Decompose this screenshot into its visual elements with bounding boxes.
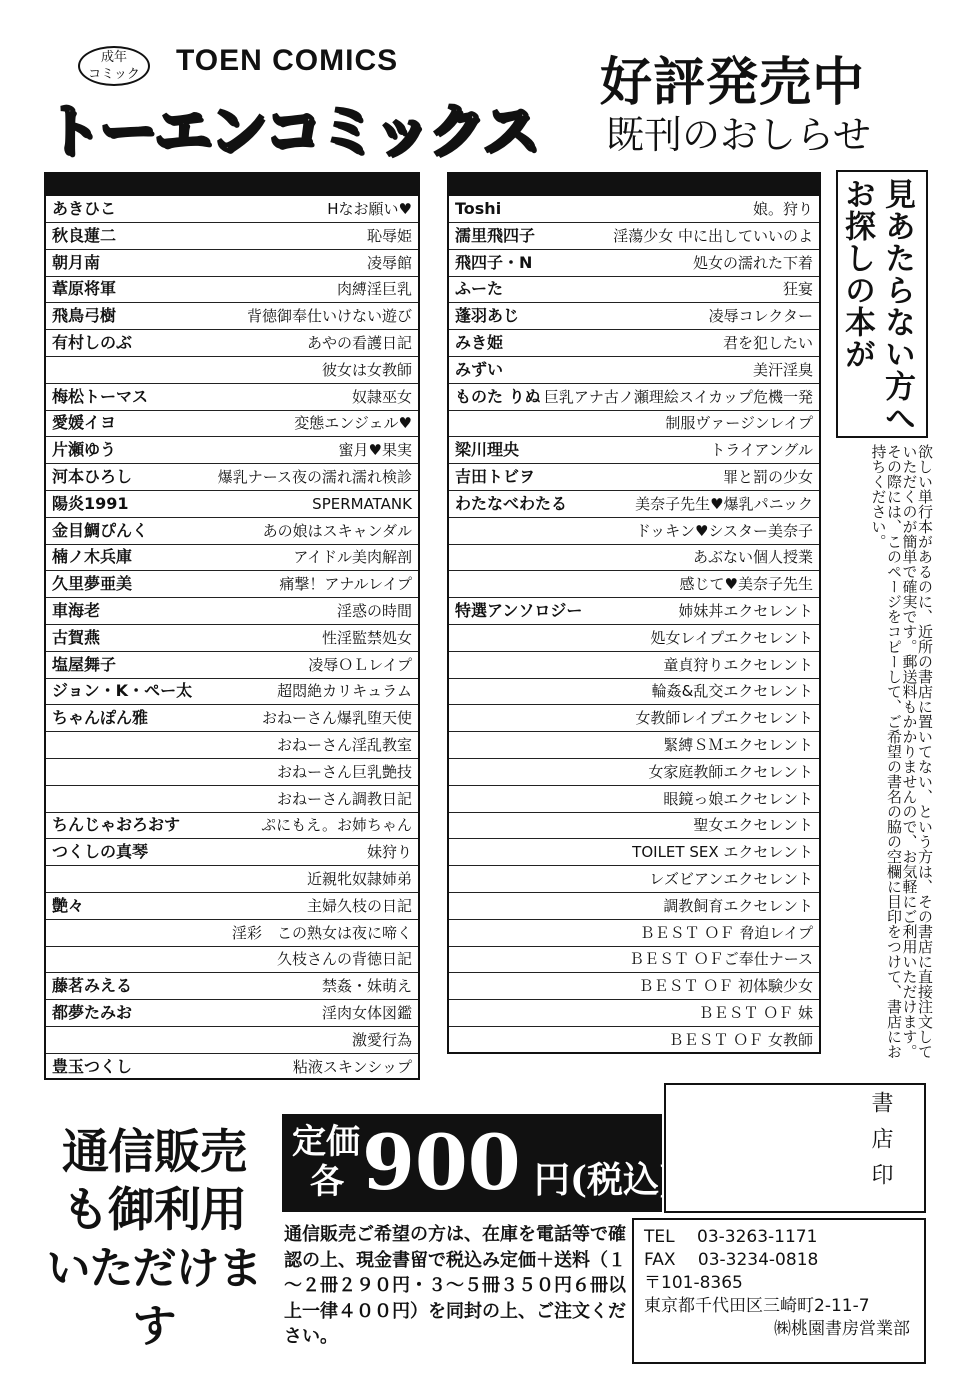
list-item-title: 淫肉女体図鑑 bbox=[321, 1004, 412, 1022]
list-item-title: 近親牝奴隷姉弟 bbox=[306, 870, 412, 888]
seinen-badge-line2: コミック bbox=[88, 67, 140, 82]
list-item-author: 都夢たみお bbox=[52, 1003, 133, 1022]
list-item-author: みずい bbox=[455, 359, 504, 379]
list-item-title: 禁姦・妹萌え bbox=[321, 977, 412, 996]
contact-address: 東京都千代田区三崎町2-11-7 bbox=[644, 1296, 870, 1316]
list-item-title: ぷにもえ。お姉ちゃん bbox=[261, 816, 412, 835]
list-item bbox=[449, 303, 819, 330]
list-item-title: 巨乳アナ古ノ瀬理絵スイカップ危機一発 bbox=[543, 387, 813, 406]
list-item bbox=[449, 1027, 819, 1054]
list-item bbox=[46, 491, 418, 518]
list-item bbox=[449, 866, 819, 893]
mail-order-line3: いただけます bbox=[46, 1243, 262, 1352]
list-item-title: ドッキン♥シスター美奈子 bbox=[635, 521, 813, 540]
list-item-title: 娘。狩り bbox=[752, 200, 813, 218]
contact-tel: TEL 03-3263-1171 bbox=[644, 1227, 818, 1247]
list-item-title: 美奈子先生♥爆乳パニック bbox=[635, 494, 813, 513]
list-item bbox=[46, 410, 418, 437]
list-item-title: アイドル美肉解剖 bbox=[293, 548, 412, 567]
list-item-author: ジョン・K・ペー太 bbox=[52, 681, 193, 701]
list-item-title: ＢＥＳＴ ＯＦご奉仕ナース bbox=[628, 950, 813, 969]
list-item-title: 淫蕩少女 中に出していいのよ bbox=[613, 226, 813, 245]
list-item bbox=[46, 303, 418, 330]
list-item-title: 処女レイプエクセレント bbox=[650, 628, 813, 647]
list-item bbox=[449, 732, 819, 759]
list-item-title: 痛撃！アナルレイプ bbox=[279, 575, 412, 594]
list-item-title: ＢＥＳＴ ＯＦ 女教師 bbox=[668, 1030, 813, 1049]
list-item bbox=[449, 384, 819, 411]
list-item-title: 蜜月♥果実 bbox=[338, 441, 412, 460]
mail-order-instructions: 通信販売ご希望の方は、在庫を電話等で確認の上、現金書留で税込み定価＋送料（１～２冊２９０円・３～５冊３５０円６冊以上一律４００円）を同封の上、ご注文ください。 bbox=[284, 1224, 626, 1347]
list-item-author: 吉田トビヲ bbox=[455, 467, 536, 486]
seinen-comic-badge bbox=[78, 46, 150, 86]
contact-fax: FAX 03-3234-0818 bbox=[644, 1250, 819, 1270]
list-item-title: あぶない個人授業 bbox=[692, 548, 813, 567]
list-item-title: 凌辱ＯＬレイプ bbox=[308, 655, 412, 674]
list-item-author: つくしの真琴 bbox=[52, 842, 149, 862]
list-item bbox=[449, 276, 819, 303]
list-item bbox=[449, 357, 819, 384]
list-item-author: ものた りぬ bbox=[455, 386, 541, 406]
subheadline: 既刊のおしらせ bbox=[606, 113, 871, 157]
list-item-title: 輪姦&乱交エクセレント bbox=[651, 682, 813, 701]
list-item bbox=[449, 759, 819, 786]
list-item-title: レズビアンエクセレント bbox=[649, 870, 813, 888]
list-item bbox=[449, 973, 819, 1000]
list-item-author: 有村しのぶ bbox=[52, 333, 133, 352]
list-item bbox=[46, 812, 418, 839]
list-item bbox=[449, 705, 819, 732]
list-item bbox=[46, 598, 418, 625]
list-header-bar bbox=[449, 174, 819, 196]
list-item-author: 古賀燕 bbox=[52, 627, 101, 647]
list-item bbox=[46, 920, 418, 947]
list-item-title: 美汗淫臭 bbox=[752, 360, 813, 379]
shop-stamp-box bbox=[664, 1083, 926, 1213]
list-item-author: 濡里飛四子 bbox=[455, 225, 536, 245]
list-item bbox=[46, 1000, 418, 1027]
list-item bbox=[449, 437, 819, 464]
brand-english: TOEN COMICS bbox=[176, 44, 399, 77]
list-item-title: 主婦久枝の日記 bbox=[306, 896, 412, 915]
list-item-title: 淫彩 この熟女は夜に啼く bbox=[231, 923, 412, 942]
list-item-title: SPERMATANK bbox=[312, 494, 412, 513]
sidebar-heading-line1: お探しの本が bbox=[839, 178, 875, 370]
list-item-title: 妹狩り bbox=[366, 843, 412, 862]
list-item bbox=[46, 973, 418, 1000]
list-item-title: 性淫監禁処女 bbox=[321, 628, 412, 647]
list-item-author: あきひこ bbox=[52, 199, 117, 218]
list-item-author: 飛四子・N bbox=[455, 252, 533, 272]
list-item bbox=[46, 839, 418, 866]
list-item bbox=[46, 196, 418, 223]
list-item bbox=[449, 812, 819, 839]
price-suffix: 円(税込) bbox=[534, 1159, 677, 1201]
list-item-title: 変態エンジェル♥ bbox=[294, 414, 412, 433]
list-item-author: 梁川理央 bbox=[455, 440, 520, 460]
list-item-title: 罪と罰の少女 bbox=[722, 468, 813, 486]
list-item bbox=[449, 330, 819, 357]
mail-order-line2: も御利用 bbox=[62, 1183, 246, 1238]
list-item-author: 陽炎1991 bbox=[52, 493, 129, 513]
list-item bbox=[449, 571, 819, 598]
list-item bbox=[46, 384, 418, 411]
list-item bbox=[46, 544, 418, 571]
list-item bbox=[46, 571, 418, 598]
list-item-author: 梅松トーマス bbox=[52, 386, 149, 406]
list-item bbox=[46, 893, 418, 920]
list-item-author: 河本ひろし bbox=[52, 467, 133, 486]
list-item bbox=[449, 250, 819, 277]
list-item-title: 奴隷巫女 bbox=[351, 387, 412, 406]
list-item-title: 処女の濡れた下着 bbox=[692, 253, 813, 272]
list-item bbox=[46, 357, 418, 384]
list-item bbox=[46, 678, 418, 705]
list-item-author: ちんじゃおろおす bbox=[52, 815, 181, 835]
list-item-title: おねーさん調教日記 bbox=[276, 789, 412, 808]
list-item-title: 凌辱館 bbox=[366, 253, 412, 272]
list-item bbox=[449, 920, 819, 947]
list-item-title: Hなお願い♥ bbox=[327, 200, 412, 218]
sidebar-heading-line2: 見あたらない方へ bbox=[879, 178, 915, 434]
list-item bbox=[46, 1027, 418, 1054]
list-item bbox=[46, 437, 418, 464]
list-item-author: ちゃんぽん雅 bbox=[52, 708, 149, 728]
list-item bbox=[46, 464, 418, 491]
list-item-title: あの娘はスキャンダル bbox=[262, 521, 412, 540]
list-item-author: 愛媛イヨ bbox=[52, 413, 117, 433]
list-item-title: おねーさん爆乳堕天使 bbox=[261, 709, 412, 728]
sidebar-body-text: 欲しい単行本があるのに、近所の書店に置いてない、という方は、その書店に直接注文していただくのが簡単で確実です。郵送料もかかりませんので、お気軽にご利用いただけます。その際には、このページをコピーして、ご希望の書名の脇の空欄に目印をつけて、書店にお持ちください。 bbox=[869, 444, 934, 1059]
list-item bbox=[449, 893, 819, 920]
price-label bbox=[292, 1122, 360, 1202]
list-item bbox=[449, 1000, 819, 1027]
list-item bbox=[46, 518, 418, 545]
list-item-author: 車海老 bbox=[52, 601, 101, 620]
list-item-title: 制服ヴァージンレイプ bbox=[665, 414, 813, 433]
list-item bbox=[46, 223, 418, 250]
book-list-right bbox=[447, 172, 821, 1054]
price-label-2: 各 bbox=[310, 1162, 344, 1202]
list-item bbox=[449, 786, 819, 813]
list-item bbox=[449, 196, 819, 223]
list-item bbox=[46, 946, 418, 973]
list-item bbox=[449, 652, 819, 679]
list-item bbox=[46, 786, 418, 813]
headline: 好評発売中 bbox=[600, 53, 866, 113]
list-item-title: 感じて♥美奈子先生 bbox=[679, 575, 813, 594]
list-item-title: 緊縛ＳＭエクセレント bbox=[663, 736, 813, 754]
list-item-title: ＢＥＳＴ ＯＦ 初体験少女 bbox=[638, 977, 813, 996]
list-item-author: 艶々 bbox=[52, 895, 85, 915]
contact-postal: 〒101-8365 bbox=[644, 1273, 743, 1293]
list-item-title: 狂宴 bbox=[782, 280, 813, 299]
list-item-author: 楠ノ木兵庫 bbox=[52, 547, 133, 567]
list-item-author: 朝月南 bbox=[52, 252, 101, 272]
list-item bbox=[46, 652, 418, 679]
list-item bbox=[449, 678, 819, 705]
list-item bbox=[46, 759, 418, 786]
list-item-title: TOILET SEX エクセレント bbox=[632, 843, 813, 862]
list-item-title: 姉妹丼エクセレント bbox=[678, 602, 813, 620]
list-item bbox=[449, 598, 819, 625]
list-item bbox=[449, 491, 819, 518]
list-item-title: 女家庭教師エクセレント bbox=[648, 762, 813, 781]
seinen-badge-line1: 成年 bbox=[100, 50, 127, 65]
list-item bbox=[449, 518, 819, 545]
list-item-title: トライアングル bbox=[710, 441, 813, 460]
list-item bbox=[46, 1054, 418, 1080]
list-item-title: 背徳御奉仕いけない遊び bbox=[246, 307, 412, 326]
shop-stamp-label: 書店印 bbox=[868, 1091, 893, 1199]
list-item-title: 凌辱コレクター bbox=[708, 307, 813, 326]
list-item-title: ＢＥＳＴ ＯＦ 脅迫レイプ bbox=[639, 923, 813, 942]
list-item bbox=[449, 625, 819, 652]
price-amount: 900 bbox=[362, 1118, 521, 1207]
price-banner bbox=[282, 1114, 677, 1212]
list-item-title: 久枝さんの背徳日記 bbox=[276, 950, 412, 969]
list-item bbox=[449, 464, 819, 491]
list-item-author: 特選アンソロジー bbox=[455, 601, 583, 620]
list-item-title: 君を犯したい bbox=[722, 334, 813, 352]
list-item-title: 激愛行為 bbox=[351, 1030, 412, 1049]
list-item-title: ＢＥＳＴ ＯＦ 妹 bbox=[698, 1004, 813, 1022]
mail-order-headline bbox=[34, 1124, 274, 1356]
list-item bbox=[449, 839, 819, 866]
list-item bbox=[46, 732, 418, 759]
list-item-author: 豊玉つくし bbox=[52, 1056, 133, 1076]
list-item-title: 彼女は女教師 bbox=[321, 360, 412, 379]
contact-box bbox=[632, 1218, 926, 1364]
list-item-author: みき姫 bbox=[455, 333, 504, 352]
list-item-title: 恥辱姫 bbox=[366, 226, 412, 245]
list-item-title: 聖女エクセレント bbox=[693, 816, 813, 835]
list-item-author: 秋良蓮二 bbox=[52, 225, 117, 245]
list-item bbox=[46, 705, 418, 732]
list-header-bar bbox=[46, 174, 418, 196]
list-item-author: ふーた bbox=[455, 279, 504, 299]
list-item bbox=[46, 625, 418, 652]
list-item-title: 超悶絶カリキュラム bbox=[277, 682, 412, 701]
list-item-title: 眼鏡っ娘エクセレント bbox=[663, 789, 813, 808]
list-item-author: 飛鳥弓樹 bbox=[52, 306, 117, 326]
mail-order-line1: 通信販売 bbox=[62, 1125, 246, 1180]
list-item-title: 童貞狩りエクセレント bbox=[663, 655, 813, 674]
list-item-author: 金目鯛ぴんく bbox=[52, 520, 149, 540]
list-item bbox=[449, 946, 819, 973]
list-item-title: おねーさん巨乳艶技 bbox=[276, 762, 412, 781]
list-item-author: 藤茗みえる bbox=[52, 976, 133, 996]
brand-japanese-logo: トーエンコミックス bbox=[44, 97, 538, 165]
list-item-title: 調教飼育エクセレント bbox=[663, 896, 813, 915]
list-item-author: 蓬羽あじ bbox=[455, 306, 520, 326]
list-item-author: 片瀬ゆう bbox=[52, 440, 117, 460]
list-item bbox=[46, 330, 418, 357]
list-item-author: 久里夢亜美 bbox=[52, 574, 133, 594]
list-item-title: 淫惑の時間 bbox=[336, 602, 412, 620]
list-item bbox=[449, 223, 819, 250]
list-item bbox=[449, 410, 819, 437]
list-item bbox=[46, 276, 418, 303]
list-item-title: あやの看護日記 bbox=[306, 334, 412, 352]
list-item-title: 肉縛淫巨乳 bbox=[336, 280, 412, 299]
list-item-title: 粘液スキンシップ bbox=[292, 1057, 412, 1076]
price-label-1: 定価 bbox=[292, 1122, 360, 1162]
list-item-title: おねーさん淫乱教室 bbox=[276, 736, 412, 754]
list-item-title: 女教師レイプエクセレント bbox=[635, 709, 813, 728]
list-item-author: 葦原将軍 bbox=[52, 279, 117, 299]
list-item bbox=[449, 544, 819, 571]
book-list-left bbox=[44, 172, 420, 1080]
list-item-author: わたなべわたる bbox=[455, 493, 568, 513]
list-item-title: 爆乳ナース夜の濡れ濡れ検診 bbox=[217, 468, 412, 486]
list-item bbox=[46, 250, 418, 277]
list-item bbox=[46, 866, 418, 893]
list-item-author: Toshi bbox=[455, 199, 502, 218]
sidebar-heading-box bbox=[836, 170, 928, 438]
list-item-author: 塩屋舞子 bbox=[52, 654, 117, 674]
contact-publisher: ㈱桃園書房営業部 bbox=[774, 1319, 910, 1339]
